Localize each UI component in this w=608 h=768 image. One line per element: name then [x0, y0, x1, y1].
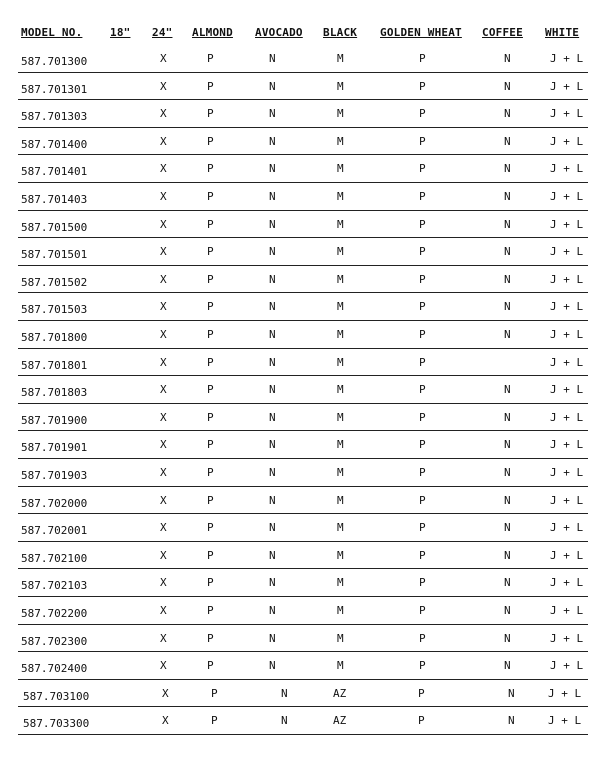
almond-cell: P [207, 52, 214, 65]
golden-wheat-cell: P [419, 521, 426, 535]
coffee-cell: N [504, 217, 511, 231]
row-divider [18, 734, 588, 735]
almond-cell: P [207, 217, 214, 231]
header-avocado: AVOCADO [255, 26, 303, 39]
almond-cell: P [207, 162, 214, 176]
table-row [0, 212, 608, 240]
white-cell: J + L [550, 107, 584, 121]
table-row [0, 626, 608, 654]
table-row [0, 681, 608, 709]
size-24-cell: X [160, 576, 167, 590]
coffee-cell: N [504, 328, 511, 341]
black-cell: M [337, 659, 344, 673]
table-row [0, 515, 608, 543]
almond-cell: P [207, 300, 214, 314]
white-cell: J + L [550, 162, 584, 176]
avocado-cell: N [269, 328, 276, 341]
size-24-cell: X [160, 134, 167, 148]
avocado-cell: N [269, 521, 276, 535]
coffee-cell: N [504, 134, 511, 148]
model-number-cell: 587.701800 [21, 331, 88, 344]
coffee-cell: N [504, 410, 511, 424]
size-24-cell: X [160, 217, 167, 231]
coffee-cell: N [504, 383, 511, 397]
size-24-cell: X [160, 52, 167, 65]
row-divider [18, 651, 588, 652]
coffee-cell: N [504, 107, 511, 121]
almond-cell: P [207, 410, 214, 424]
black-cell: M [337, 493, 344, 507]
model-number-cell: 587.701500 [21, 220, 88, 234]
row-divider [18, 127, 588, 128]
table-row [0, 653, 608, 681]
white-cell: J + L [550, 659, 584, 673]
almond-cell: P [207, 659, 214, 673]
coffee-cell: N [504, 521, 511, 535]
black-cell: M [337, 576, 344, 590]
model-number-cell: 587.701901 [21, 441, 88, 455]
coffee-cell: N [504, 576, 511, 590]
coffee-cell: N [504, 659, 511, 673]
avocado-cell: N [269, 52, 276, 65]
table-row [0, 74, 608, 102]
row-divider [18, 237, 588, 238]
row-divider [18, 320, 588, 321]
table-row [0, 708, 608, 736]
model-number-cell: 587.701403 [21, 193, 88, 206]
almond-cell: P [207, 107, 214, 121]
avocado-cell: N [281, 686, 288, 700]
table-row [0, 239, 608, 267]
almond-cell: P [207, 438, 214, 452]
model-number-cell: 587.703100 [23, 689, 90, 703]
almond-cell: P [207, 548, 214, 562]
size-24-cell: X [160, 466, 167, 479]
table-row [0, 101, 608, 129]
black-cell: M [337, 245, 344, 259]
avocado-cell: N [269, 438, 276, 452]
row-divider [18, 99, 588, 100]
size-24-cell: X [160, 659, 167, 673]
white-cell: J + L [550, 548, 584, 562]
white-cell: J + L [550, 134, 584, 148]
model-number-cell: 587.701301 [21, 82, 88, 96]
white-cell: J + L [550, 272, 584, 286]
size-24-cell: X [160, 272, 167, 286]
model-number-cell: 587.701401 [21, 165, 88, 179]
white-cell: J + L [550, 383, 584, 397]
table-row [0, 488, 608, 516]
white-cell: J + L [550, 466, 584, 479]
avocado-cell: N [269, 576, 276, 590]
coffee-cell: N [504, 493, 511, 507]
table-row [0, 350, 608, 378]
row-divider [18, 706, 588, 707]
white-cell: J + L [550, 355, 584, 369]
row-divider [18, 568, 588, 569]
white-cell: J + L [548, 714, 582, 728]
black-cell: M [337, 410, 344, 424]
row-divider [18, 292, 588, 293]
row-divider [18, 486, 588, 487]
header-coffee: COFFEE [482, 26, 523, 39]
white-cell: J + L [550, 604, 584, 617]
almond-cell: P [207, 328, 214, 341]
header-white: WHITE [545, 26, 580, 39]
almond-cell: P [207, 493, 214, 507]
table-row [0, 598, 608, 626]
row-divider [18, 154, 588, 155]
model-number-cell: 587.702100 [21, 551, 88, 565]
avocado-cell: N [269, 659, 276, 673]
white-cell: J + L [550, 245, 584, 259]
row-divider [18, 541, 588, 542]
model-number-cell: 587.703300 [23, 717, 90, 731]
model-number-cell: 587.701303 [21, 110, 88, 124]
avocado-cell: N [269, 493, 276, 507]
model-number-cell: 587.702103 [21, 579, 88, 593]
coffee-cell: N [504, 631, 511, 645]
avocado-cell: N [269, 190, 276, 203]
golden-wheat-cell: P [419, 576, 426, 590]
white-cell: J + L [550, 631, 584, 645]
golden-wheat-cell: P [419, 272, 426, 286]
white-cell: J + L [550, 438, 584, 452]
size-24-cell: X [160, 328, 167, 341]
model-number-cell: 587.701503 [21, 303, 88, 317]
golden-wheat-cell: P [419, 438, 426, 452]
model-number-cell: 587.701300 [21, 55, 88, 68]
black-cell: M [337, 631, 344, 645]
avocado-cell: N [269, 604, 276, 617]
table-row [0, 322, 608, 350]
coffee-cell: N [504, 79, 511, 93]
model-number-cell: 587.702000 [21, 496, 88, 510]
row-divider [18, 679, 588, 680]
coffee-cell: N [504, 604, 511, 617]
avocado-cell: N [269, 631, 276, 645]
black-cell: M [337, 134, 344, 148]
black-cell: M [337, 355, 344, 369]
black-cell: M [337, 79, 344, 93]
almond-cell: P [211, 714, 218, 728]
black-cell: M [337, 107, 344, 121]
avocado-cell: N [269, 548, 276, 562]
coffee-cell: N [504, 272, 511, 286]
size-24-cell: X [160, 245, 167, 259]
black-cell: M [337, 438, 344, 452]
header-black: BLACK [323, 26, 358, 39]
golden-wheat-cell: P [419, 548, 426, 562]
size-24-cell: X [160, 438, 167, 452]
row-divider [18, 430, 588, 431]
header-24-inch: 24" [152, 26, 173, 39]
avocado-cell: N [269, 272, 276, 286]
golden-wheat-cell: P [419, 659, 426, 673]
black-cell: M [337, 190, 344, 203]
avocado-cell: N [269, 355, 276, 369]
model-number-cell: 587.702001 [21, 524, 88, 538]
golden-wheat-cell: P [419, 79, 426, 93]
black-cell: M [337, 300, 344, 314]
size-24-cell: X [160, 162, 167, 176]
table-row [0, 405, 608, 433]
black-cell: M [337, 328, 344, 341]
golden-wheat-cell: P [419, 631, 426, 645]
white-cell: J + L [548, 686, 582, 700]
model-number-cell: 587.701502 [21, 275, 88, 289]
size-24-cell: X [160, 107, 167, 121]
almond-cell: P [207, 245, 214, 259]
golden-wheat-cell: P [418, 714, 425, 728]
avocado-cell: N [269, 134, 276, 148]
avocado-cell: N [269, 300, 276, 314]
model-number-cell: 587.702300 [21, 634, 88, 648]
size-24-cell: X [162, 714, 169, 728]
white-cell: J + L [550, 328, 584, 341]
almond-cell: P [207, 134, 214, 148]
model-number-cell: 587.701501 [21, 248, 88, 262]
golden-wheat-cell: P [419, 217, 426, 231]
coffee-cell: N [504, 466, 511, 479]
size-24-cell: X [160, 548, 167, 562]
golden-wheat-cell: P [419, 493, 426, 507]
black-cell: M [337, 604, 344, 617]
golden-wheat-cell: P [419, 134, 426, 148]
black-cell: M [337, 217, 344, 231]
white-cell: J + L [550, 217, 584, 231]
golden-wheat-cell: P [419, 52, 426, 65]
black-cell: M [337, 521, 344, 535]
table-row [0, 184, 608, 212]
model-number-cell: 587.701801 [21, 358, 88, 372]
size-24-cell: X [160, 631, 167, 645]
golden-wheat-cell: P [419, 162, 426, 176]
black-cell: AZ [333, 686, 347, 700]
row-divider [18, 348, 588, 349]
table-row [0, 129, 608, 157]
size-24-cell: X [160, 79, 167, 93]
black-cell: AZ [333, 714, 347, 728]
row-divider [18, 513, 588, 514]
avocado-cell: N [269, 79, 276, 93]
almond-cell: P [207, 521, 214, 535]
coffee-cell: N [504, 190, 511, 203]
coffee-cell: N [508, 686, 515, 700]
size-24-cell: X [160, 493, 167, 507]
row-divider [18, 72, 588, 73]
avocado-cell: N [269, 410, 276, 424]
header-model-no: MODEL NO. [21, 26, 83, 39]
black-cell: M [337, 272, 344, 286]
golden-wheat-cell: P [419, 410, 426, 424]
size-24-cell: X [160, 383, 167, 397]
row-divider [18, 375, 588, 376]
table-row [0, 377, 608, 405]
avocado-cell: N [269, 466, 276, 479]
coffee-cell: N [504, 300, 511, 314]
header-almond: ALMOND [192, 26, 233, 39]
almond-cell: P [207, 355, 214, 369]
almond-cell: P [211, 686, 218, 700]
white-cell: J + L [550, 190, 584, 203]
row-divider [18, 210, 588, 211]
model-number-cell: 587.701903 [21, 469, 88, 482]
size-24-cell: X [160, 300, 167, 314]
golden-wheat-cell: P [419, 245, 426, 259]
size-24-cell: X [160, 410, 167, 424]
row-divider [18, 182, 588, 183]
row-divider [18, 624, 588, 625]
model-number-cell: 587.701900 [21, 413, 88, 427]
golden-wheat-cell: P [419, 107, 426, 121]
model-number-cell: 587.702400 [21, 662, 88, 676]
row-divider [18, 458, 588, 459]
golden-wheat-cell: P [419, 466, 426, 479]
model-number-cell: 587.702200 [21, 607, 88, 620]
almond-cell: P [207, 383, 214, 397]
coffee-cell: N [504, 245, 511, 259]
golden-wheat-cell: P [419, 300, 426, 314]
white-cell: J + L [550, 300, 584, 314]
size-24-cell: X [160, 521, 167, 535]
size-24-cell: X [160, 190, 167, 203]
avocado-cell: N [269, 383, 276, 397]
golden-wheat-cell: P [419, 383, 426, 397]
white-cell: J + L [550, 493, 584, 507]
golden-wheat-cell: P [419, 604, 426, 617]
size-24-cell: X [160, 604, 167, 617]
black-cell: M [337, 548, 344, 562]
table-row [0, 267, 608, 295]
header-18-inch: 18" [110, 26, 131, 39]
almond-cell: P [207, 272, 214, 286]
avocado-cell: N [269, 107, 276, 121]
avocado-cell: N [269, 162, 276, 176]
table-row [0, 46, 608, 74]
almond-cell: P [207, 79, 214, 93]
row-divider [18, 265, 588, 266]
golden-wheat-cell: P [419, 190, 426, 203]
row-divider [18, 403, 588, 404]
table-row [0, 432, 608, 460]
almond-cell: P [207, 190, 214, 203]
black-cell: M [337, 52, 344, 65]
coffee-cell: N [504, 548, 511, 562]
table-row [0, 460, 608, 488]
white-cell: J + L [550, 410, 584, 424]
table-row [0, 543, 608, 571]
almond-cell: P [207, 631, 214, 645]
coffee-cell: N [504, 438, 511, 452]
golden-wheat-cell: P [419, 355, 426, 369]
table-row [0, 156, 608, 184]
size-24-cell: X [162, 686, 169, 700]
table-row [0, 570, 608, 598]
golden-wheat-cell: P [418, 686, 425, 700]
almond-cell: P [207, 466, 214, 479]
white-cell: J + L [550, 79, 584, 93]
almond-cell: P [207, 604, 214, 617]
black-cell: M [337, 466, 344, 479]
avocado-cell: N [281, 714, 288, 728]
coffee-cell: N [508, 714, 515, 728]
avocado-cell: N [269, 245, 276, 259]
avocado-cell: N [269, 217, 276, 231]
size-24-cell: X [160, 355, 167, 369]
model-number-cell: 587.701803 [21, 386, 88, 400]
black-cell: M [337, 162, 344, 176]
table-row [0, 294, 608, 322]
header-golden-wheat: GOLDEN WHEAT [380, 26, 462, 39]
row-divider [18, 596, 588, 597]
white-cell: J + L [550, 52, 584, 65]
table-header-row [0, 26, 608, 42]
golden-wheat-cell: P [419, 328, 426, 341]
almond-cell: P [207, 576, 214, 590]
model-number-cell: 587.701400 [21, 137, 88, 151]
coffee-cell: N [504, 52, 511, 65]
white-cell: J + L [550, 521, 584, 535]
white-cell: J + L [550, 576, 584, 590]
coffee-cell: N [504, 162, 511, 176]
black-cell: M [337, 383, 344, 397]
